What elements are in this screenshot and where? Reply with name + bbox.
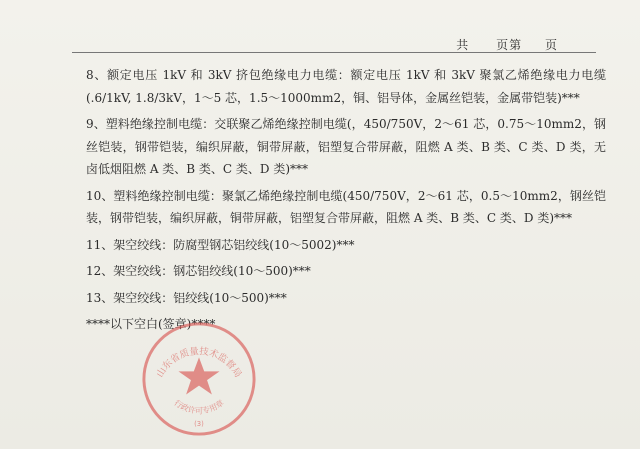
seal-code: (3)	[194, 420, 204, 429]
item-12: 12、架空绞线：钢芯铝绞线(10～500)***	[86, 264, 311, 278]
header-total-label: 共	[456, 38, 470, 52]
item-11: 11、架空绞线：防腐型钢芯铝绞线(10～5002)***	[86, 237, 355, 252]
item-9: 9、塑料绝缘控制电缆：交联聚乙烯绝缘控制电缆(，450/750V，2～61 芯，0.75～10mm2，钢丝铠装，钢带铠装，编织屏蔽，铜带屏蔽，铝塑复合带屏蔽，阻燃 A 类、B 类、C 类、D 类，无卤低烟阻燃 A 类、B 类、C 类、D 类)***	[86, 117, 606, 176]
official-seal	[140, 320, 258, 438]
blank-note: ****以下空白(签章)****	[86, 317, 216, 331]
seal-bottom-text: 行政许可专用章	[172, 398, 226, 416]
item-10: 10、塑料绝缘控制电缆：聚氯乙烯绝缘控制电缆(450/750V，2～61 芯，0.5～10mm2，钢丝铠装，钢带铠装，编织屏蔽，铜带屏蔽，铝塑复合带屏蔽，阻燃 A 类、B 类、C 类、D 类)***	[86, 188, 606, 225]
header-divider	[72, 52, 596, 53]
page-header	[450, 36, 558, 53]
header-page-label: 页第	[496, 38, 523, 52]
header-page-suffix: 页	[544, 38, 558, 52]
item-13: 13、架空绞线：铝绞线(10～500)***	[86, 290, 287, 305]
seal-top-text: 山东省质量技术监督局	[154, 346, 244, 380]
seal-star-icon	[178, 357, 219, 394]
item-8: 8、额定电压 1kV 和 3kV 挤包绝缘电力电缆：额定电压 1kV 和 3kV 聚氯乙烯绝缘电力电缆(.6/1kV, 1.8/3kV，1～5 芯，1.5～1000mm2，铜、铝导体，金属丝铠装，金属带铠装)***	[86, 68, 606, 105]
document-body	[86, 64, 606, 340]
